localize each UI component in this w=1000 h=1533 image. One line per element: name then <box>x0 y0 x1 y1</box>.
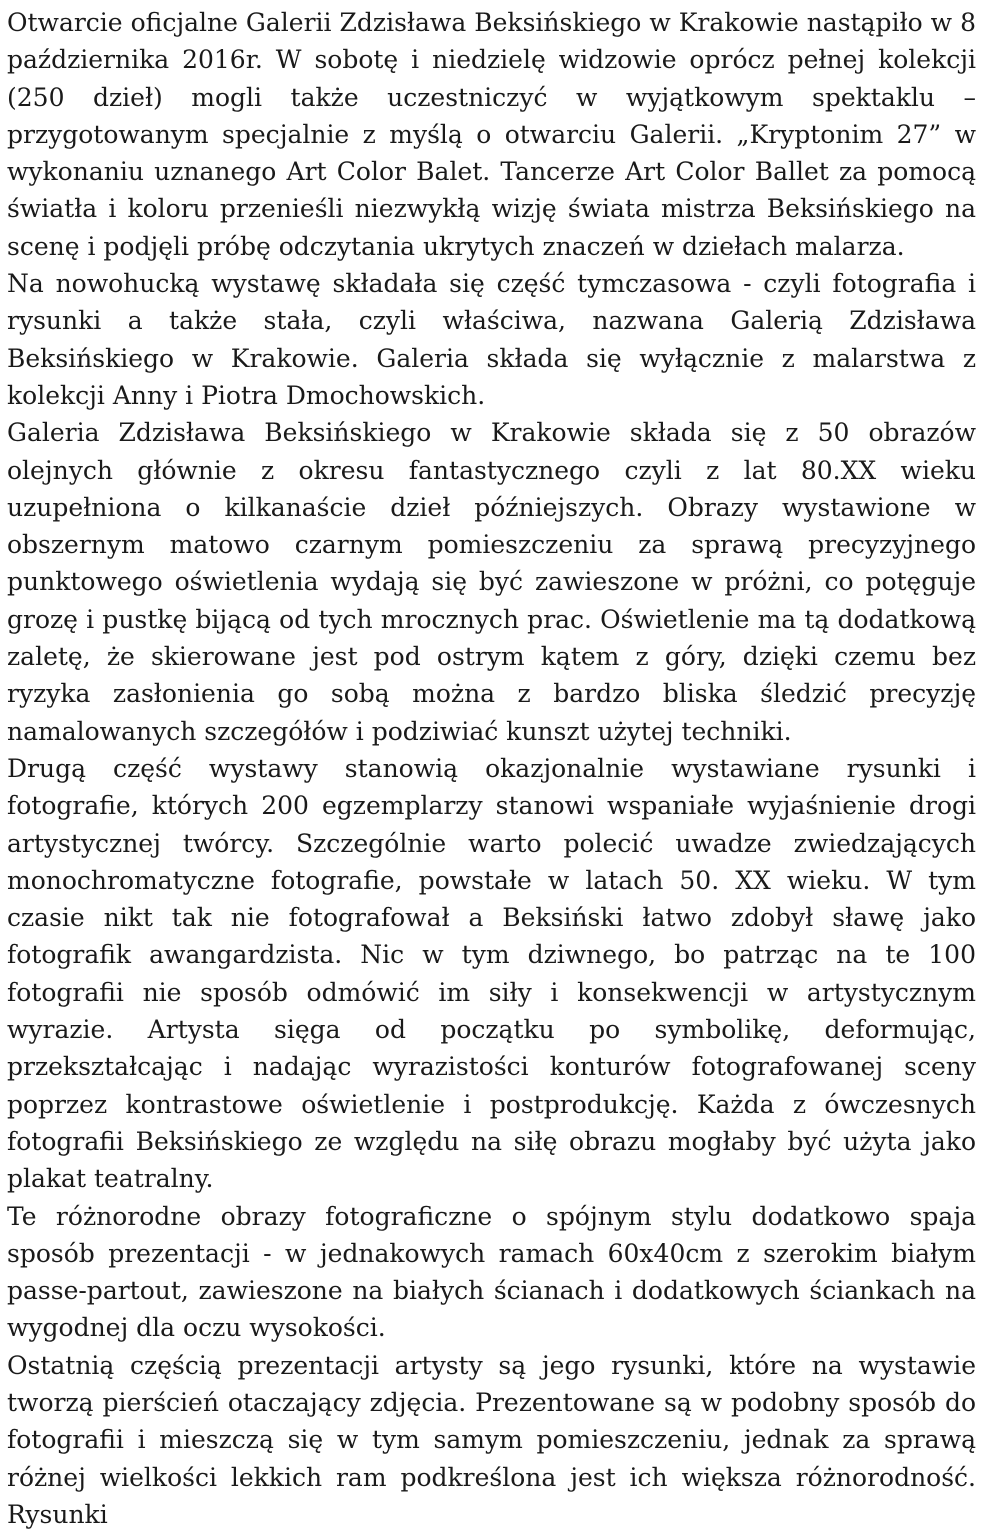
paragraph-photographs: Drugą część wystawy stanowią okazjonalnie wystawiane rysunki i fotografie, których 200 egzemplarzy stanowi wspaniałe wyjaśnienie drogi artystycznej twórcy. Szczególnie warto polecić uwadze zwiedzających monochromatyczne fotografie, powstałe w latach 50. XX wieku. W tym czasie nikt tak nie fotografował a Beksiński łatwo zdobył sławę jako fotografik awangardzista. Nic w tym dziwnego, bo patrząc na te 100 fotografii nie sposób odmówić im siły i konsekwencji w artystycznym wyrazie. Artysta sięga od początku po symbolikę, deformując, przekształcając i nadając wyrazistości konturów fotografowanej sceny poprzez kontrastowe oświetlenie i postprodukcję. Każda z ówczesnych fotografii Beksińskiego ze względu na siłę obrazu mogłaby być użyta jako plakat teatralny. <box>7 753 976 1194</box>
paragraph-presentation: Te różnorodne obrazy fotograficzne o spójnym stylu dodatkowo spaja sposób prezentacji - w jednakowych ramach 60x40cm z szerokim białym passe-partout, zawieszone na białych ścianach i dodatkowych ściankach na wygodnej dla oczu wysokości. <box>7 1201 976 1343</box>
paragraph-paintings-gallery: Galeria Zdzisława Beksińskiego w Krakowie składa się z 50 obrazów olejnych głównie z okresu fantastycznego czyli z lat 80.XX wieku uzupełniona o kilkanaście dzieł późniejszych. Obrazy wystawione w obszernym matowo czarnym pomieszczeniu za sprawą precyzyjnego punktowego oświetlenia wydają się być zawieszone w próżni, co potęguje grozę i pustkę bijącą od tych mrocznych prac. Oświetlenie ma tą dodatkową zaletę, że skierowane jest pod ostrym kątem z góry, dzięki czemu bez ryzyka zasłonienia go sobą można z bardzo bliska śledzić precyzję namalowanych szczegółów i podziwiać kunszt użytej techniki. <box>7 418 976 746</box>
paragraph-exhibition-parts: Na nowohucką wystawę składała się część tymczasowa - czyli fotografia i rysunki a także stała, czyli właściwa, nazwana Galerią Zdzisława Beksińskiego w Krakowie. Galeria składa się wyłącznie z malarstwa z kolekcji Anny i Piotra Dmochowskich. <box>7 269 976 410</box>
paragraph-gallery-opening: Otwarcie oficjalne Galerii Zdzisława Beksińskiego w Krakowie nastąpiło w 8 października 2016r. W sobotę i niedzielę widzowie oprócz pełnej kolekcji (250 dzieł) mogli także uczestniczyć w wyjątkowym spektaklu – przygotowanym specjalnie z myślą o otwarciu Galerii. „Kryptonim 27” w wykonaniu uznanego Art Color Balet. Tancerze Art Color Ballet za pomocą światła i koloru przenieśli niezwykłą wizję świata mistrza Beksińskiego na scenę i podjęli próbę odczytania ukrytych znaczeń w dziełach malarza. <box>7 8 976 261</box>
paragraph-drawings: Ostatnią częścią prezentacji artysty są jego rysunki, które na wystawie tworzą pierścień otaczający zdjęcia. Prezentowane są w podobny sposób do fotografii i mieszczą się w tym samym pomieszczeniu, jednak za sprawą różnej wielkości lekkich ram podkreślona jest ich większa różnorodność. Rysunki <box>7 1350 976 1529</box>
